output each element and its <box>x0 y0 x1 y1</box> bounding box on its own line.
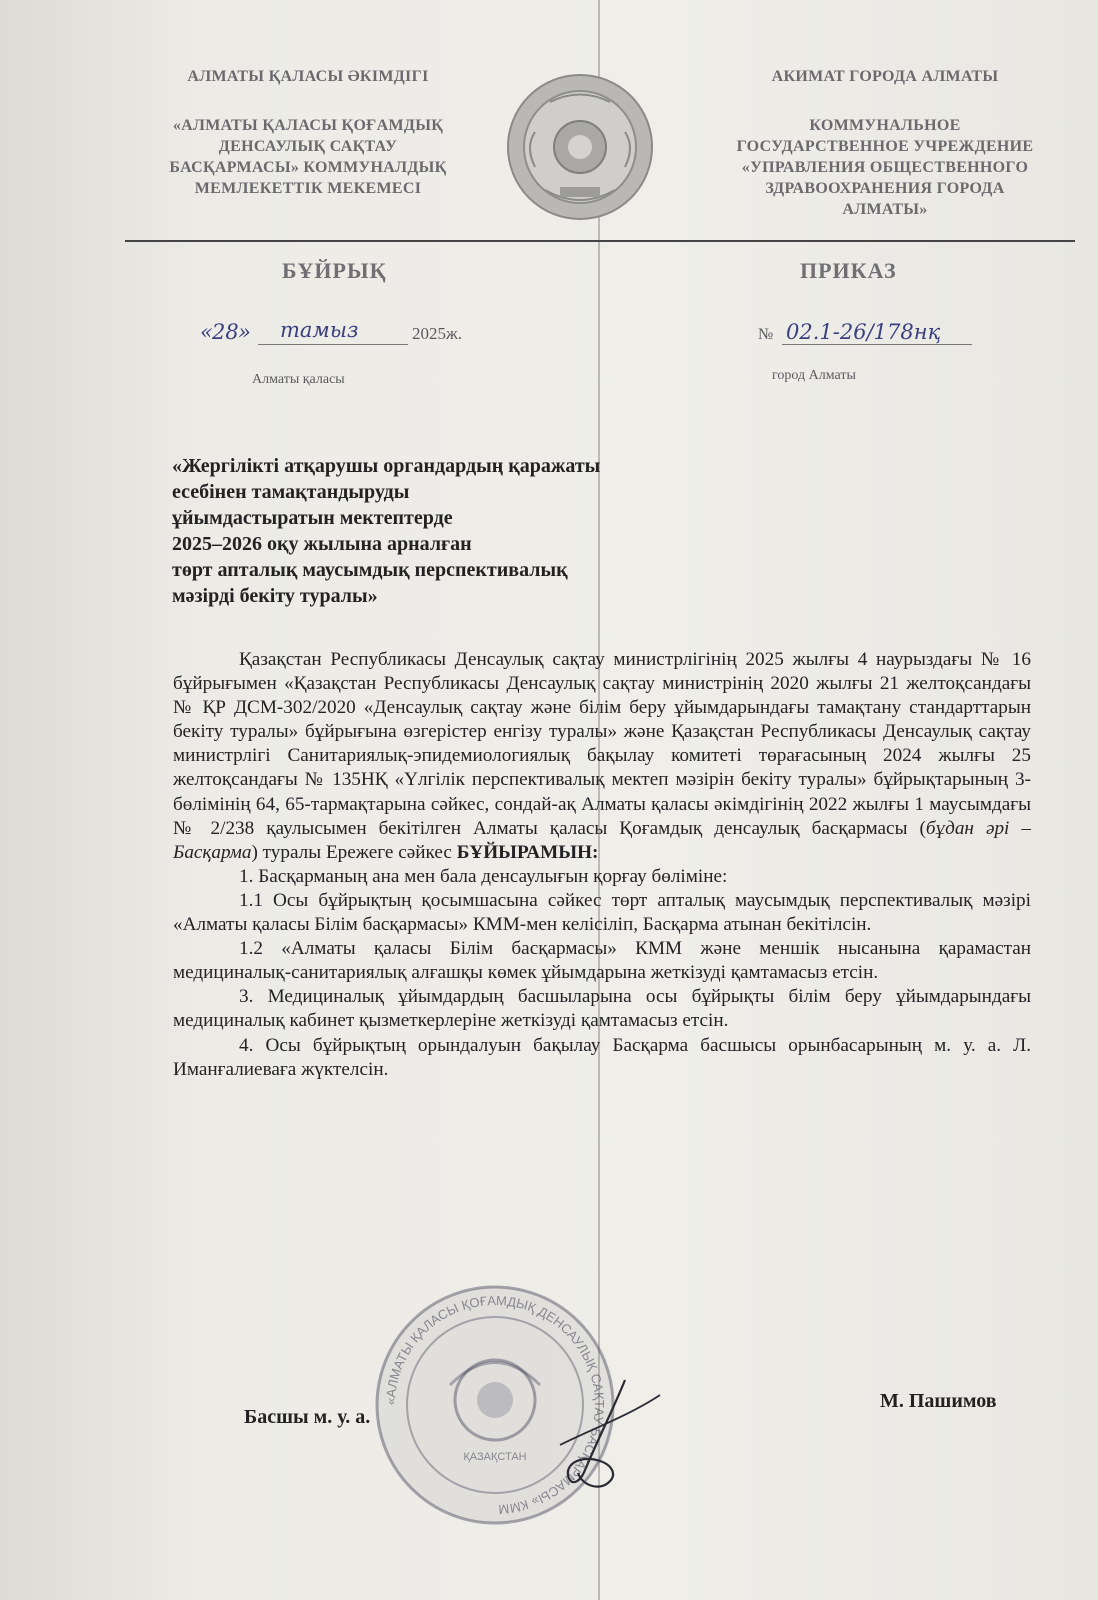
header-left-line-3: БАСҚАРМАСЫ» КОММУНАЛДЫҚ <box>169 159 447 176</box>
signatory-name: М. Пашимов <box>880 1390 997 1412</box>
handwritten-signature-icon <box>530 1375 670 1495</box>
order-date <box>200 320 490 350</box>
date-day: 28 <box>212 320 239 344</box>
header-right <box>690 66 1080 220</box>
number-sign: № <box>758 326 774 343</box>
header-right-line-5: АЛМАТЫ» <box>842 201 928 218</box>
order-item-1-1: 1.1 Осы бұйрықтың қосымшасына сәйкес төрт апталық маусымдық перспективалық мәзірі «Алматы қаласы Білім басқармасы» КММ-мен келісіліп, Басқарма атынан бекітілсін. <box>173 889 1031 936</box>
header-right-line-4: ЗДРАВООХРАНЕНИЯ ГОРОДА <box>765 180 1005 197</box>
header-left-line-2: ДЕНСАУЛЫҚ САҚТАУ <box>218 138 398 155</box>
header-divider <box>125 240 1075 242</box>
stamp-center-text: ҚАЗАҚСТАН <box>463 1451 527 1463</box>
header-left <box>118 66 498 199</box>
order-number: 02.1-26/178нқ <box>786 320 941 344</box>
order-item-3: 3. Медициналық ұйымдардың басшыларына осы бұйрықты білім беру ұйымдарындағы медициналық кабинет қызметкерлеріне жеткізуді қамтамасыз етсін. <box>173 986 1031 1032</box>
order-item-1-2: 1.2 «Алматы қаласы Білім басқармасы» КММ және меншік нысанына қарамастан медициналық-санитариялық алғашқы көмек ұйымдарына жеткізуді қамтамасыз етсін. <box>173 938 1031 984</box>
subject-line-3: ұйымдастыратын мектептерде <box>172 507 453 529</box>
subject-line-6: мәзірді бекіту туралы» <box>172 585 378 607</box>
date-quote-close: » <box>238 320 251 344</box>
header-left-akimat: АЛМАТЫ ҚАЛАСЫ ӘКІМДІГІ <box>187 68 429 85</box>
header-right-akimat: АКИМАТ ГОРОДА АЛМАТЫ <box>771 68 999 85</box>
header-right-line-3: «УПРАВЛЕНИЯ ОБЩЕСТВЕННОГО <box>741 159 1029 176</box>
order-subject <box>172 453 732 609</box>
preamble-command: БҰЙЫРАМЫН: <box>456 841 599 863</box>
header-right-line-2: ГОСУДАРСТВЕННОЕ УЧРЕЖДЕНИЕ <box>736 138 1034 155</box>
header-right-line-1: КОММУНАЛЬНОЕ <box>809 117 961 134</box>
order-item-1: 1. Басқарманың ана мен бала денсаулығын қорғау бөліміне: <box>239 865 728 887</box>
preamble-text-b: ) туралы Ережеге сәйкес <box>251 841 457 863</box>
state-emblem-icon <box>505 72 655 222</box>
date-underline <box>258 344 408 345</box>
stamp-ring-text: «АЛМАТЫ ҚАЛАСЫ ҚОҒАМДЫҚ ДЕНСАУЛЫҚ САҚТАУ БАСҚАРМАСЫ» КММ <box>382 1292 608 1518</box>
subject-line-2: есебінен тамақтандыруды <box>172 481 410 503</box>
header-left-line-1: «АЛМАТЫ ҚАЛАСЫ ҚОҒАМДЫҚ <box>172 117 444 134</box>
signatory-position: Басшы м. у. а. <box>244 1406 371 1428</box>
subject-line-1: «Жергілікті атқарушы органдардың қаражаты <box>172 455 601 477</box>
preamble-italic: бұдан әрі – Басқарма <box>173 817 1031 863</box>
date-year: 2025ж. <box>412 324 462 343</box>
order-body <box>173 648 1031 1082</box>
subject-line-5: төрт апталық маусымдық перспективалық <box>172 559 568 581</box>
preamble-text-a: Қазақстан Республикасы Денсаулық сақтау министрлігінің 2025 жылғы 4 наурыздағы № 16 бұйрығымен «Қазақстан Республикасы Денсаулық сақтау министрінің 2020 жылғы 21 желтоқсандағы № ҚР ДСМ-302/2020 «Денсаулық сақтау және білім беру ұйымдарындағы тамақтану стандарттарын бекіту туралы» бұйрығына өзгерістер енгізу туралы» және Қазақстан Республикасы Денсаулық сақтау министрлігі Санитариялық-эпидемиологиялық бақылау комитеті төрағасының 2024 жылғы 25 желтоқсандағы № 135НҚ «Үлгілік перспективалық мектеп мәзірін бекіту туралы» бұйрықтарының 3-бөлімінің 64, 65-тармақтарына сәйкес, сондай-ақ Алматы қаласы әкімдігінің 2022 жылғы 1 маусымдағы № 2/238 қаулысымен бекітілген Алматы қаласы Қоғамдық денсаулық басқармасы ( <box>173 649 1031 839</box>
header-left-line-4: МЕМЛЕКЕТТІК МЕКЕМЕСІ <box>194 180 422 197</box>
date-month: тамыз <box>280 318 359 342</box>
order-item-4: 4. Осы бұйрықтың орындалуын бақылау Басқарма басшысы орынбасарының м. у. а. Л. Иманғалиеваға жүктелсін. <box>173 1034 1031 1080</box>
preamble-paragraph <box>173 648 1031 865</box>
order-title-kz: БҰЙРЫҚ <box>282 258 387 283</box>
order-title-ru: ПРИКАЗ <box>800 258 897 283</box>
subject-line-4: 2025–2026 оқу жылына арналған <box>172 533 472 555</box>
city-kz: Алматы қаласы <box>252 372 345 387</box>
city-ru: город Алматы <box>772 368 856 383</box>
date-quote-open: « <box>200 320 213 344</box>
order-number-block <box>758 320 998 350</box>
number-underline <box>782 344 972 345</box>
